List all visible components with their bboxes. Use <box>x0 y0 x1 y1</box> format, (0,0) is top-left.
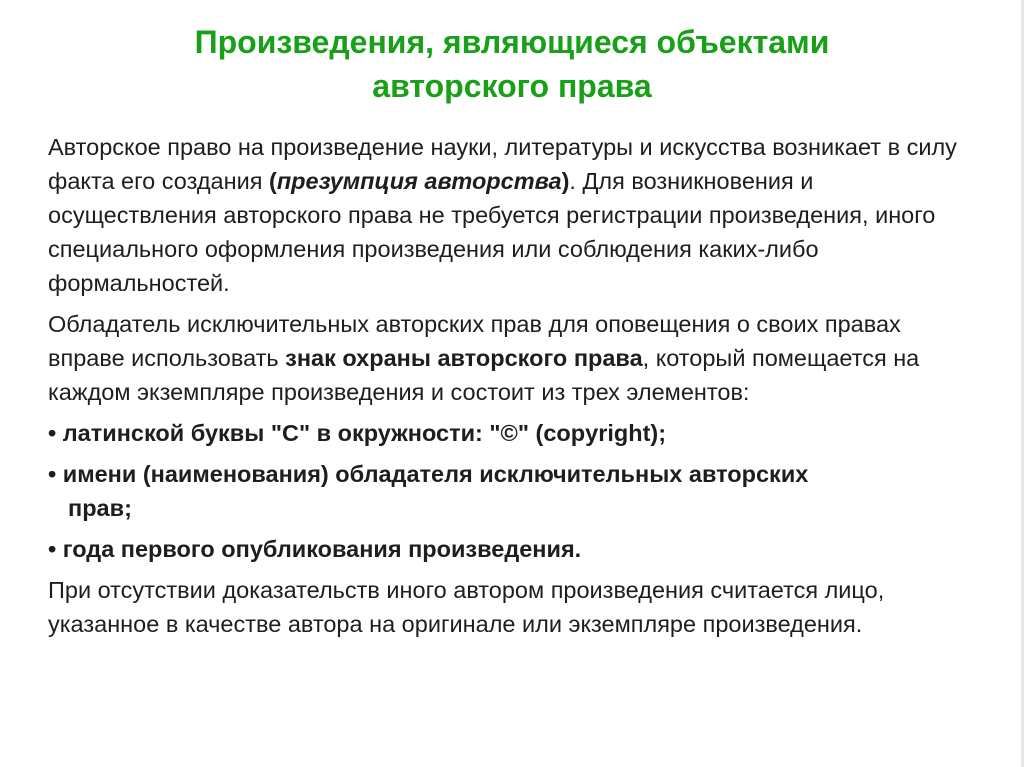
bullet-publication-year: • года первого опубликования произведения. <box>48 536 582 562</box>
slide-title <box>0 20 1024 108</box>
bullet-letter-c: • латинской буквы "С" в окружности: "©" (copyright); <box>48 420 667 446</box>
paren-close: ) <box>561 168 570 194</box>
paragraph-copyright-sign <box>48 307 978 409</box>
presumption-term: презумпция авторства <box>276 168 562 194</box>
title-line-2: авторского права <box>372 68 652 104</box>
title-line-1: Произведения, являющиеся объектами <box>194 24 830 60</box>
paragraph-2-text-a: Обладатель исключительных авторских прав для оповещения о своих правах вправе использовать <box>48 311 901 371</box>
bullet-holder-name-line1: • имени (наименования) обладателя исключительных авторских <box>48 461 809 487</box>
paragraph-author-presumption: При отсутствии доказательств иного автором произведения считается лицо, указанное в качестве автора на оригинале или экземпляре произведения. <box>48 577 885 637</box>
bullet-holder-name-line2: прав; <box>68 495 132 521</box>
paren-open: ( <box>269 168 277 194</box>
paragraph-presumption <box>48 130 978 300</box>
paragraph-1-text-b: . Для возникновения и осуществления авторского права не требуется регистрации произведения, иного специального оформления произведения или соблюдения каких-либо формальностей. <box>48 168 936 296</box>
slide-body <box>48 130 978 648</box>
paragraph-1-text-a: Авторское право на произведение науки, литературы и искусства возникает в силу факта его создания <box>48 134 957 194</box>
paragraph-2-text-b: , который помещается на каждом экземпляре произведения и состоит из трех элементов: <box>48 345 920 405</box>
copyright-sign-term: знак охраны авторского права <box>285 345 643 371</box>
bullet-holder-name <box>48 457 978 525</box>
